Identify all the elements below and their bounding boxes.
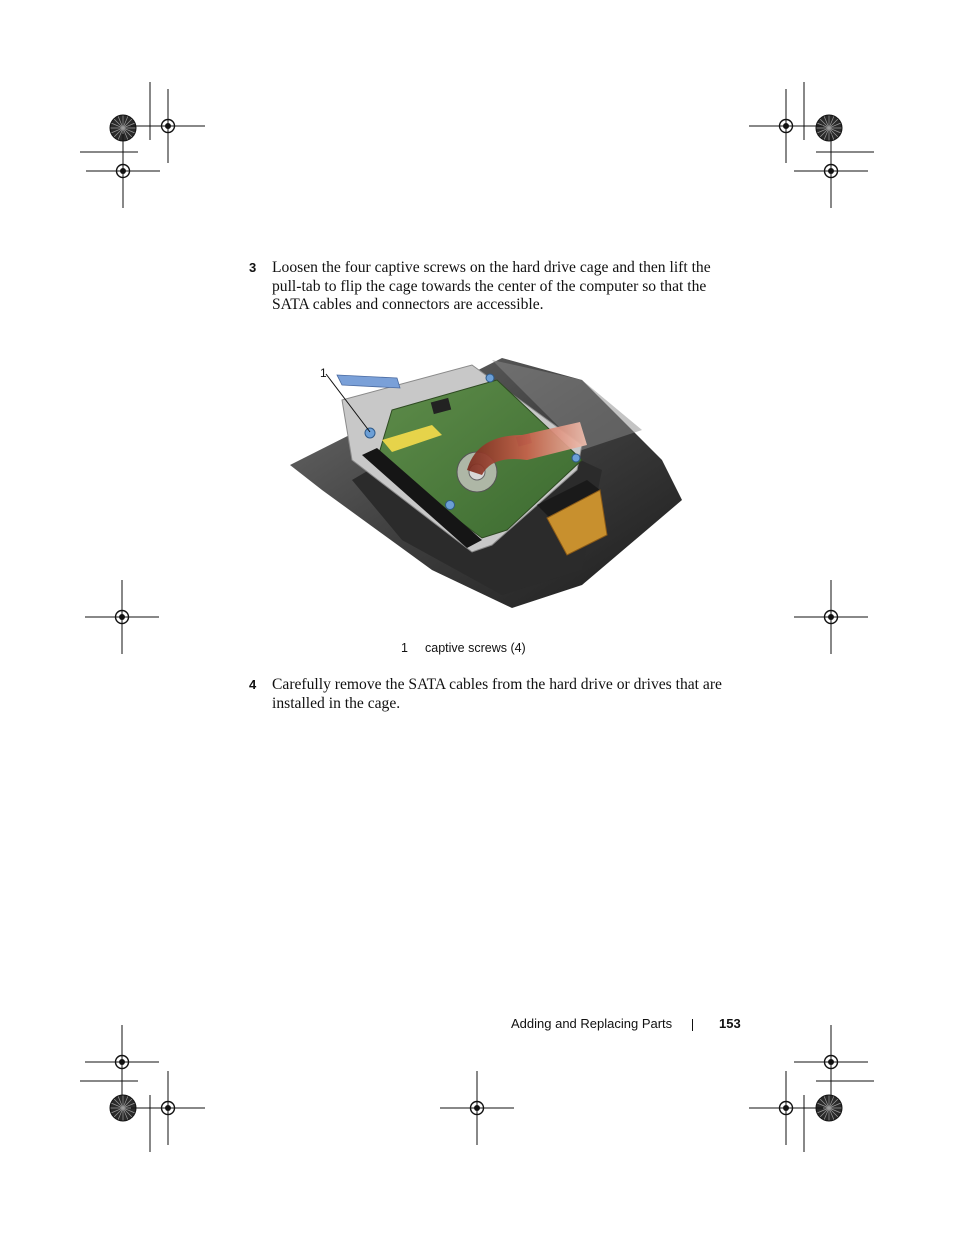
page-number: 153	[719, 1016, 741, 1031]
footer-separator	[692, 1019, 693, 1031]
step-number: 4	[249, 677, 257, 692]
step-4	[249, 676, 729, 713]
step-number: 3	[249, 260, 257, 275]
caption-label: captive screws (4)	[425, 641, 526, 655]
footer-section-title: Adding and Replacing Parts	[511, 1016, 673, 1031]
step-text: Carefully remove the SATA cables from the hard drive or drives that are installed in the cage.	[272, 676, 722, 712]
step-3	[249, 259, 729, 315]
figure-callout-number: 1	[320, 366, 327, 380]
hard-drive-cage-illustration	[282, 340, 692, 620]
step-text: Loosen the four captive screws on the hard drive cage and then lift the pull-tab to flip the cage towards the center of the computer so that the SATA cables and connectors are accessible.	[272, 259, 711, 314]
caption-number: 1	[401, 641, 408, 655]
